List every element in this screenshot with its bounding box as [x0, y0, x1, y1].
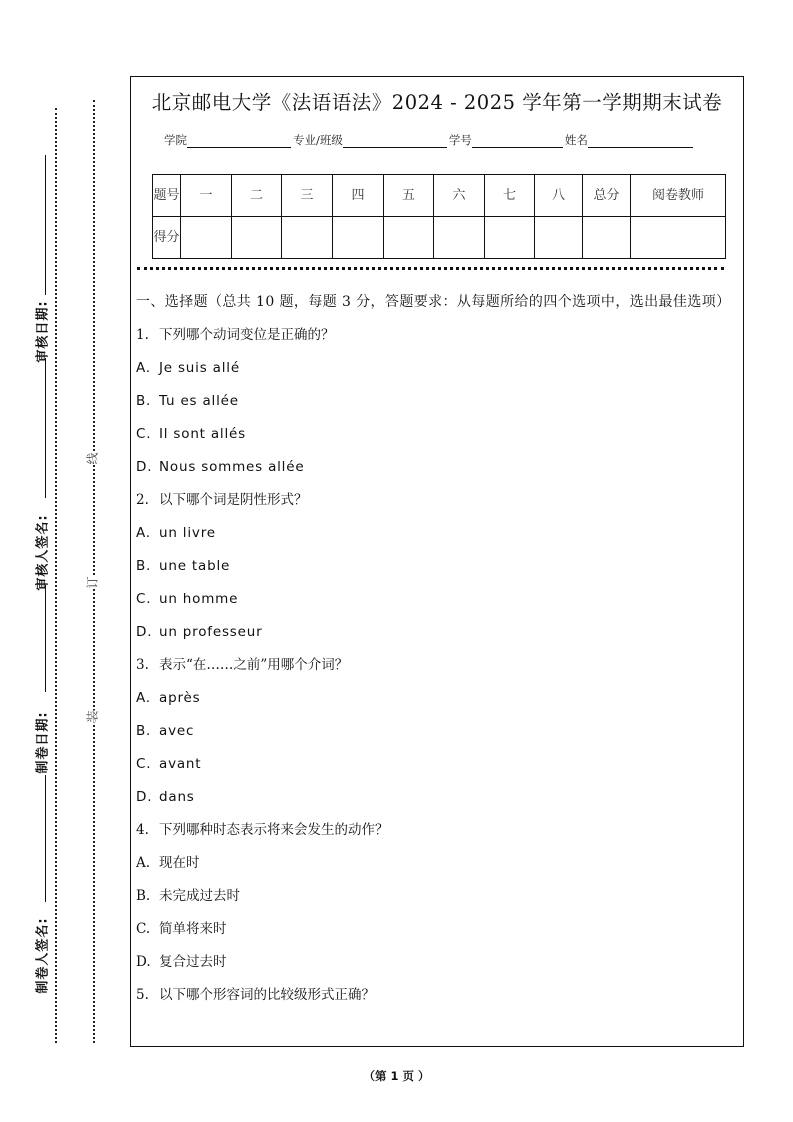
score-cell-7[interactable]	[485, 217, 535, 259]
question-1: 1. 下列哪个动词变位是正确的？	[136, 327, 335, 343]
section-heading: 一、选择题（总共 10 题，每题 3 分，答题要求：从每题所给的四个选项中，选出最佳选项）	[136, 294, 731, 310]
cut-mark-zhuang: 装	[82, 710, 103, 722]
cut-mark-xian: 线	[82, 452, 103, 464]
reviewer-sign-line-bottom	[45, 585, 46, 680]
name-label: 姓名	[564, 133, 588, 147]
col-header-7: 七	[485, 175, 535, 217]
dotted-separator	[137, 267, 724, 270]
cut-dotted-line	[93, 100, 95, 1043]
col-header-1: 一	[181, 175, 232, 217]
score-cell-3[interactable]	[282, 217, 333, 259]
score-table	[152, 174, 726, 259]
question-2: 2. 以下哪个词是阴性形式？	[136, 492, 308, 508]
q1-option-a[interactable]: A. Je suis allé	[136, 360, 240, 376]
maker-date-line-bottom	[45, 775, 46, 902]
reviewer-date-line	[45, 155, 46, 295]
col-header-5: 五	[384, 175, 434, 217]
maker-date-label: 制卷日期:	[35, 711, 51, 774]
reviewer-sign-line	[45, 390, 46, 498]
maker-date-line	[45, 680, 46, 692]
student-id-label: 学号	[448, 133, 472, 147]
q2-option-b[interactable]: B. une table	[136, 558, 231, 574]
q2-option-c[interactable]: C. un homme	[136, 591, 239, 607]
section-multiple-choice	[136, 291, 735, 1012]
q3-option-a[interactable]: A. après	[136, 690, 201, 706]
col-header-8: 八	[535, 175, 583, 217]
score-cell-4[interactable]	[333, 217, 384, 259]
question-5: 5. 以下哪个形容词的比较级形式正确？	[136, 987, 375, 1003]
exam-page-frame	[130, 76, 744, 1047]
q2-option-a[interactable]: A. un livre	[136, 525, 216, 541]
reviewer-sign-label: 审核人签名:	[35, 514, 51, 591]
col-header-total: 总分	[583, 175, 631, 217]
q2-option-d[interactable]: D. un professeur	[136, 624, 263, 640]
col-header-4: 四	[333, 175, 384, 217]
score-row	[153, 217, 726, 259]
reviewer-date-label: 审核日期:	[35, 300, 51, 363]
row-header-question-number: 题号	[153, 175, 181, 217]
col-header-3: 三	[282, 175, 333, 217]
col-header-6: 六	[434, 175, 485, 217]
row-header-score: 得分	[153, 217, 181, 259]
q4-option-d[interactable]: D. 复合过去时	[136, 954, 227, 970]
q4-option-a[interactable]: A. 现在时	[136, 855, 200, 871]
score-cell-2[interactable]	[232, 217, 282, 259]
q3-option-d[interactable]: D. dans	[136, 789, 195, 805]
score-cell-6[interactable]	[434, 217, 485, 259]
score-cell-total[interactable]	[583, 217, 631, 259]
major-class-field[interactable]	[343, 133, 447, 148]
score-cell-grader[interactable]	[631, 217, 726, 259]
exam-title: 北京邮电大学《法语语法》2024 - 2025 学年第一学期期末试卷	[151, 91, 723, 114]
q1-option-c[interactable]: C. Il sont allés	[136, 426, 246, 442]
question-4: 4. 下列哪种时态表示将来会发生的动作？	[136, 822, 389, 838]
student-info-row	[164, 132, 695, 148]
q1-option-b[interactable]: B. Tu es allée	[136, 393, 239, 409]
question-3: 3. 表示“在……之前”用哪个介词？	[136, 657, 349, 673]
col-header-grader: 阅卷教师	[631, 175, 726, 217]
maker-sign-label: 制卷人签名:	[35, 917, 51, 994]
q3-option-c[interactable]: C. avant	[136, 756, 202, 772]
col-header-2: 二	[232, 175, 282, 217]
question-number-row	[153, 175, 726, 217]
cut-mark-ding: 订	[82, 576, 103, 588]
score-cell-8[interactable]	[535, 217, 583, 259]
q4-option-b[interactable]: B. 未完成过去时	[136, 888, 240, 904]
student-id-field[interactable]	[472, 133, 563, 148]
name-field[interactable]	[588, 133, 693, 148]
inner-dotted-line	[55, 108, 57, 1043]
score-cell-1[interactable]	[181, 217, 232, 259]
major-class-label: 专业/班级	[293, 133, 343, 147]
page-number: （第 1 页 ）	[363, 1069, 430, 1083]
binding-margin	[0, 0, 130, 1122]
q3-option-b[interactable]: B. avec	[136, 723, 195, 739]
college-label: 学院	[164, 133, 187, 147]
college-field[interactable]	[187, 133, 291, 148]
q4-option-c[interactable]: C. 简单将来时	[136, 921, 227, 937]
score-cell-5[interactable]	[384, 217, 434, 259]
q1-option-d[interactable]: D. Nous sommes allée	[136, 459, 305, 475]
